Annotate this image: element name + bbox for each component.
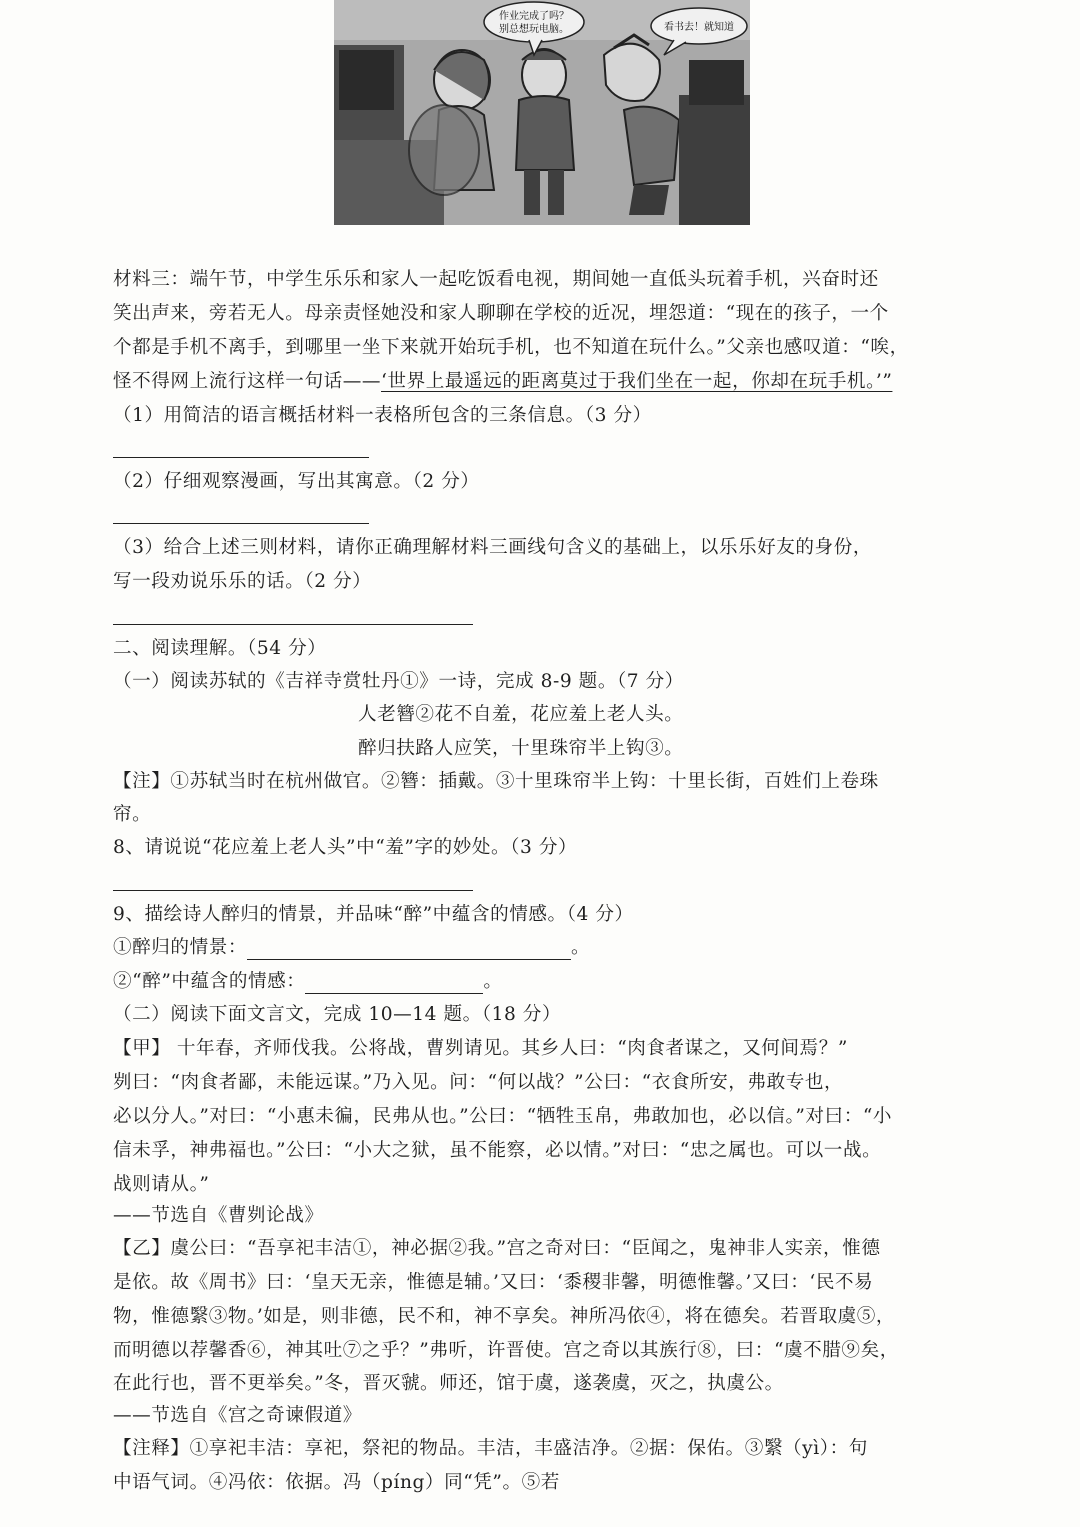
- answer-line-8[interactable]: [113, 890, 473, 891]
- question-3-line1: （3）给合上述三则材料，请你正确理解材料三画线句含义的基础上，以乐乐好友的身份，: [113, 537, 872, 558]
- question-9-part-a: [113, 936, 980, 960]
- jia-line-5: 战则请从。”: [113, 1174, 210, 1195]
- q9b-label: ②“醉”中蕴含的情感：: [113, 971, 306, 992]
- q9b-end: 。: [483, 971, 503, 992]
- poem-line-2: 醉归扶路人应笑，十里珠帘半上钩③。: [358, 738, 684, 759]
- yi-line-1: 【乙】虞公曰：“吾享祀丰洁①，神必据②我。”宫之奇对曰：“臣闻之，鬼神非人实亲，惟德: [113, 1238, 881, 1259]
- section-2-heading: 二、阅读理解。（54 分）: [113, 638, 327, 659]
- question-3-line2: 写一段劝说乐乐的话。（2 分）: [113, 571, 372, 592]
- yi-line-2: 是依。故《周书》曰：‘皇天无亲，惟德是辅。’又曰：‘黍稷非馨，明德惟馨。’又曰：‘民不易: [113, 1272, 874, 1293]
- material3-line3: 个都是手机不离手，到哪里一坐下来就开始玩手机，也不知道在玩什么。”父亲也感叹道：“唉，: [113, 337, 909, 358]
- part-1-heading: （一）阅读苏轼的《吉祥寺赏牡丹①》一诗，完成 8-9 题。（7 分）: [113, 671, 684, 692]
- source-2: ——节选自《宫之奇谏假道》: [113, 1405, 362, 1426]
- material3-line2: 笑出声来，旁若无人。母亲责怪她没和家人聊聊在学校的近况，埋怨道：“现在的孩子，一个: [113, 303, 889, 324]
- jia-line-4: 信未孚，神弗福也。”公曰：“小大之狱，虽不能察，必以情。”对曰：“忠之属也。可以一战。: [113, 1140, 882, 1161]
- question-2: （2）仔细观察漫画，写出其寓意。（2 分）: [113, 471, 480, 492]
- question-1: （1）用简洁的语言概括材料一表格所包含的三条信息。（3 分）: [113, 405, 652, 426]
- answer-line-2[interactable]: [113, 523, 369, 524]
- material3-line1: 材料三：端午节，中学生乐乐和家人一起吃饭看电视，期间她一直低头玩着手机，兴奋时还: [113, 269, 879, 290]
- source-1: ——节选自《曹刿论战》: [113, 1205, 324, 1226]
- note-line-2: 帘。: [113, 804, 152, 825]
- answer-line-1[interactable]: [113, 457, 369, 458]
- q9a-end: 。: [571, 937, 591, 958]
- yi-line-5: 在此行也，晋不更举矣。”冬，晋灭虢。师还，馆于虞，遂袭虞，灭之，执虞公。: [113, 1373, 784, 1394]
- question-9: 9、描绘诗人醉归的情景，并品味“醉”中蕴含的情感。（4 分）: [113, 904, 634, 925]
- q9b-blank[interactable]: [305, 974, 483, 994]
- q9a-blank[interactable]: [247, 940, 571, 960]
- jia-line-3: 必以分人。”对曰：“小惠未徧，民弗从也。”公曰：“牺牲玉帛，弗敢加也，必以信。”对曰：“小: [113, 1106, 893, 1127]
- question-8: 8、请说说“花应羞上老人头”中“羞”字的妙处。（3 分）: [113, 837, 578, 858]
- annotation-line-2: 中语气词。④冯依：依据。冯（píng）同“凭”。⑤若: [113, 1472, 560, 1493]
- yi-line-4: 而明德以荐馨香⑥，神其吐⑦之乎？”弗听，许晋使。宫之奇以其族行⑧，曰：“虞不腊⑨矣，: [113, 1340, 899, 1361]
- bubble-right: 看书去！就知道: [664, 22, 734, 33]
- jia-line-2: 刿曰：“肉食者鄙，未能远谋。”乃入见。问：“何以战？”公曰：“衣食所安，弗敢专也，: [113, 1072, 844, 1093]
- answer-line-3[interactable]: [113, 624, 473, 625]
- poem-line-1: 人老簪②花不自羞，花应羞上老人头。: [358, 704, 684, 725]
- yi-line-3: 物，惟德繄③物。’如是，则非德，民不和，神不享矣。神所冯依④，将在德矣。若晋取虞⑤，: [113, 1306, 896, 1327]
- annotation-line-1: 【注释】①享祀丰洁：享祀，祭祀的物品。丰洁，丰盛洁净。②据：保佑。③繄（yì）：句: [113, 1438, 868, 1459]
- bubble-left-line1: 作业完成了吗？: [499, 11, 569, 22]
- jia-line-1: 【甲】 十年春，齐师伐我。公将战，曹刿请见。其乡人曰：“肉食者谋之，又何间焉？”: [113, 1038, 848, 1059]
- material3-line4: [113, 370, 980, 394]
- material3-line4-text: 怪不得网上流行这样一句话——: [113, 371, 382, 392]
- q9a-label: ①醉归的情景：: [113, 937, 248, 958]
- underlined-sentence: ‘世界上最遥远的距离莫过于我们坐在一起，你却在玩手机。’”: [381, 371, 893, 392]
- part-2-heading: （二）阅读下面文言文，完成 10—14 题。（18 分）: [113, 1004, 562, 1025]
- question-9-part-b: [113, 970, 980, 994]
- note-line-1: 【注】①苏轼当时在杭州做官。②簪：插戴。③十里珠帘半上钩：十里长街，百姓们上卷珠: [113, 771, 879, 792]
- bubble-left-line2: 别总想玩电脑。: [499, 24, 569, 35]
